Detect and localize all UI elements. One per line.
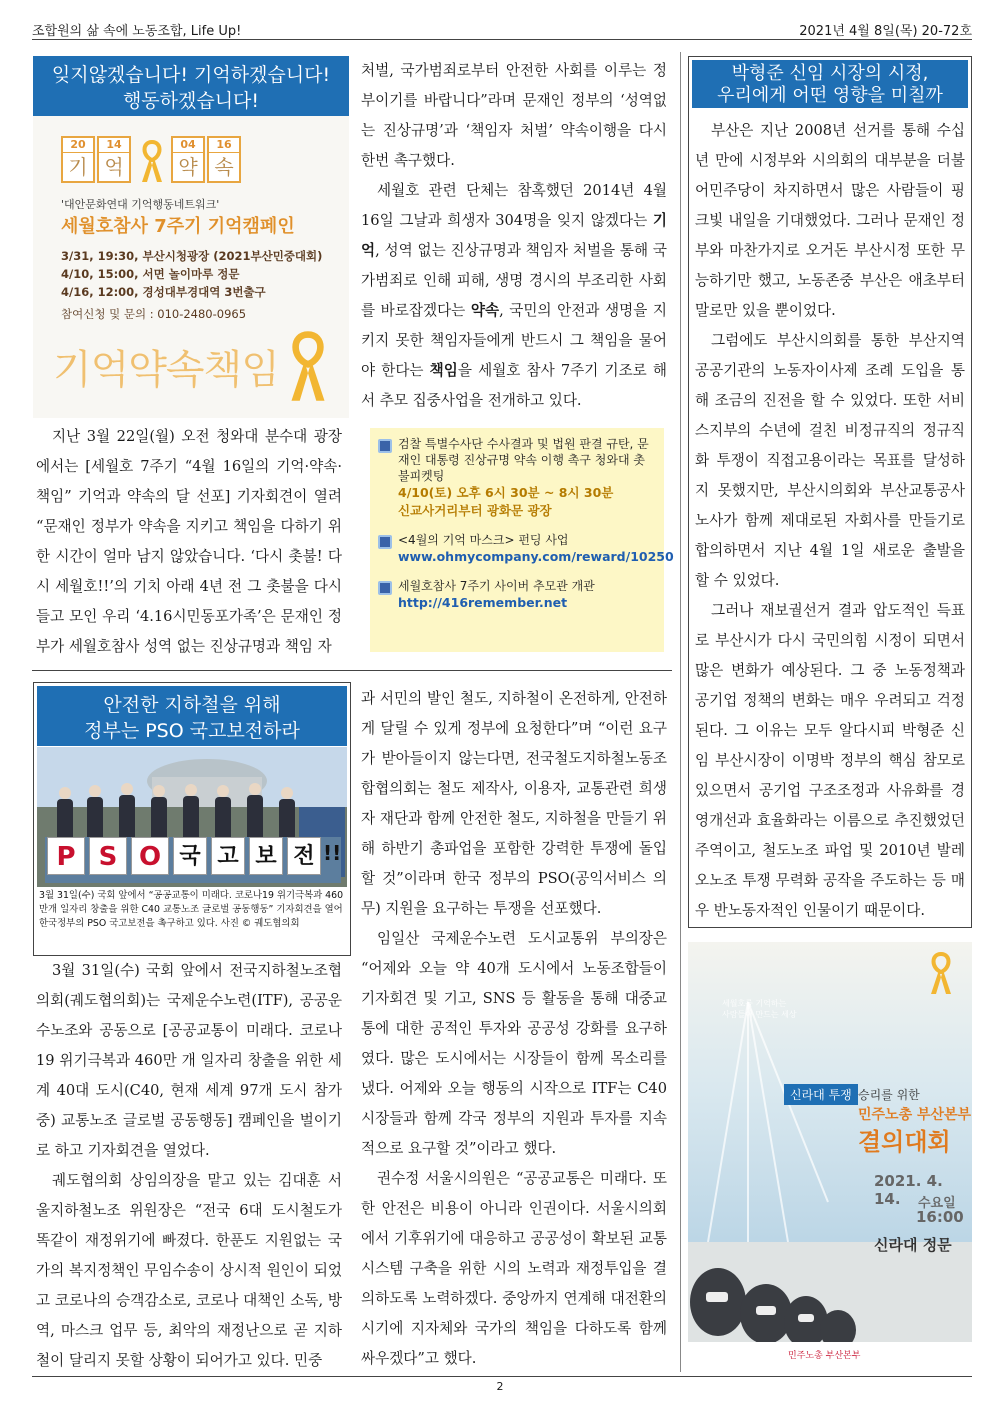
article2-title: 안전한 지하철을 위해 정부는 PSO 국고보전하라 <box>37 686 347 746</box>
info-item-mask-funding: <4월의 기억 마스크> 펀딩 사업 www.ohmycompany.com/reward/10250 <box>378 532 656 566</box>
column-divider <box>680 52 681 1372</box>
article3-paragraph: 그럼에도 부산시의회를 통한 부산지역 공공기관의 노동자이사제 조례 도입을 통해 조금의 진전을 할 수 있었다. 또한 서비스지부의 수년에 걸친 비정규직의 정규직화 투쟁이 직접고용이라는 목표를 달성하지 못했지만, 부산시의회와 부산교통공사 노사가 함께 제대로된 자회사를 만들기로 합의하면서 지난 4월 1일 새로운 출발을 할 수 있었다. <box>695 332 965 589</box>
article3-paragraph: 그러나 재보궐선거 결과 압도적인 득표로 부산시가 다시 국민의힘 시정이 되면서 많은 변화가 예상된다. 그 중 노동정책과 공기업 정책의 변화는 매우 우려되고 걱정된다. 그 이유는 모두 알다시피 박형준 신임 부산시장이 이명박 정부의 핵심 참모로 있으면서 공기업 구조조정과 사유화를 경영개선과 효율화라는 이름으로 추진했었던 주역이고, 철도노조 파업 및 2010년 발레오노조 투쟁 무력화 공작을 주도하는 등 매우 반노동자적인 인물이기 때문이다. <box>695 602 965 919</box>
bullet-icon <box>378 535 392 549</box>
info-item-memorial: 세월호참사 7주기 사이버 추모관 개관 http://416remember.net <box>378 578 656 612</box>
poster-tile: 16 속 <box>207 136 241 183</box>
section-divider <box>32 670 672 671</box>
event-info-box <box>370 428 674 652</box>
photo-caption: 3월 31일(수) 국회 앞에서 “공공교통이 미래다. 코로나19 위기극복과 460만개 일자리 창출을 위한 C40 교통노조 글로벌 공동행동” 기자회견을 열어 한국정부의 PSO 국고보전을 촉구하고 있다. 사진 © 궤도협의회 <box>39 890 344 929</box>
keyword-responsibility: 책임 <box>429 362 458 379</box>
pso-banner: P S O 국 고 보 전 !! <box>47 837 347 877</box>
yellow-ribbon-icon <box>137 138 167 184</box>
info-item-pickets: 검찰 특별수사단 수사결과 및 법원 판결 규탄, 문재인 대통령 진상규명 약속 이행 촉구 청와대 촛불피켓팅 4/10(토) 오후 6시 30분 ~ 8시 30분 신교사거리부터 광화문 광장 <box>378 436 656 520</box>
funding-link[interactable]: www.ohmycompany.com/reward/10250 <box>398 549 674 564</box>
article1-paragraph: 세월호 관련 단체는 참혹했던 2014년 4월 16일 그날과 희생자 304명을 잊지 않겠다는 기억, 성역 없는 진상규명과 책임자 처벌을 통해 국가범죄로 인해 피해, 생명 경시의 부조리한 사회를 바로잡겠다는 약속, 국민의 안전과 생명을 지키지 못한 책임자들에게 반드시 그 책임을 물어야 한다는 책임을 세월호 참사 7주기 기조로 해서 추모 집중사업을 전개하고 있다. <box>361 182 668 409</box>
page-number: 2 <box>496 1380 504 1393</box>
poster-time: 16:00 <box>916 1208 964 1226</box>
poster-tile: 20 기 <box>61 136 95 183</box>
poster-line1: 승리를 위한 <box>858 1088 920 1102</box>
keyword-promise: 약속 <box>470 302 500 319</box>
yellow-ribbon-icon <box>926 950 956 1000</box>
poster-tile: 14 억 <box>97 136 131 183</box>
page-header <box>32 18 972 40</box>
poster-organizer: '대안문화연대 기억행동네트워크' <box>61 198 220 211</box>
poster-tile: 04 약 <box>171 136 205 183</box>
poster-contact: 참여신청 및 문의 : 010-2480-0965 <box>61 307 247 321</box>
article2-column1 <box>36 956 342 1376</box>
article2-paragraph: 3월 31일(수) 국회 앞에서 전국지하철노조협의회(궤도협의회)는 국제운수노련(ITF), 공공운수노조와 공동으로 [공공교통이 미래다. 코로나19 위기극복과 460만 개 일자리 창출을 위한 세계 40대 도시(C40, 현재 세계 97개 도시 참가중) 교통노조 글로벌 공동행동] 캠페인을 벌이기로 하고 기자회견을 열었다. <box>36 962 342 1159</box>
poster-event: 4/16, 12:00, 경성대부경대역 3번출구 <box>61 285 266 299</box>
large-ribbon-icon <box>283 328 333 408</box>
poster-line2: 민주노총 부산본부 <box>858 1107 972 1123</box>
sewol-campaign-poster <box>33 116 349 418</box>
article1-title: 잊지않겠습니다! 기억하겠습니다! 행동하겠습니다! <box>33 56 349 116</box>
memorial-link[interactable]: http://416remember.net <box>398 595 568 610</box>
bullet-icon <box>378 439 392 453</box>
article3-title: 박형준 신임 시장의 시정, 우리에게 어떤 영향을 미칠까 <box>692 60 968 108</box>
rally-poster <box>688 942 972 1368</box>
event-location: 신교사거리부터 광화문 광장 <box>398 503 552 518</box>
article1-column1 <box>36 422 342 662</box>
article3-box <box>688 56 972 928</box>
bullet-icon <box>378 581 392 595</box>
poster-place: 신라대 정문 <box>874 1236 952 1254</box>
article2-paragraph: 권수정 서울시의원은 “공공교통은 미래다. 또한 안전은 비용이 아니라 인권이다. 서울시의회에서 기후위기에 대응하고 공공성이 확보된 교통시스템 구축을 위한 시의 노력과 재정투입을 결의하도록 노력하겠다. 중앙까지 연계해 대전환의 시기에 지자체와 국가의 책임을 다하도록 함께 싸우겠다”고 했다. <box>361 1170 667 1367</box>
poster-event: 3/31, 19:30, 부산시청광장 (2021부산민중대회) <box>61 249 323 263</box>
poster-tag: 신라대 투쟁 <box>784 1084 858 1105</box>
keyword-memory: 기억 <box>361 212 667 259</box>
article1-paragraph: 지난 3월 22일(월) 오전 청와대 분수대 광장에서는 [세월호 7주기 “4월 16일의 기억·약속·책임” 기억과 약속의 달 선포] 기자회견이 열려 “문재인 정부가 약속을 지키고 책임을 다하기 위한 시간이 얼마 남지 않았습니다. ‘다시 촛불! 다시 세월호!!’의 기치 아래 4년 전 그 촛불을 다시 들고 모인 우리 ‘4.16시민동포가족’은 문재인 정부가 세월호참사 성역 없는 진상규명과 책임 자 <box>36 428 342 655</box>
article2-paragraph: 과 서민의 발인 철도, 지하철이 온전하게, 안전하게 달릴 수 있게 정부에 요청한다”며 “이런 요구가 받아들이지 않는다면, 전국철도지하철노동조합협의회는 철도 제작사, 이용자, 교통관련 희생자 재단과 함께 안전한 철도, 지하철을 만들기 위해 하반기 총파업을 포함한 강력한 투쟁에 돌입할 것”이라며 한국 정부의 PSO(공익서비스 의무) 지원을 요구하는 투쟁을 선포했다. <box>361 690 667 917</box>
article2-column2 <box>361 684 667 1374</box>
article3-body <box>695 116 965 926</box>
poster-event: 4/10, 15:00, 서면 놀이마루 정문 <box>61 267 240 281</box>
article2-header-box <box>33 682 351 956</box>
article3-paragraph: 부산은 지난 2008년 선거를 통해 수십년 만에 시정부와 시의회의 대부분을 더불어민주당이 차지하면서 많은 사람들이 핑크빛 내일을 기대했었다. 그러나 문재인 정부와 마찬가지로 오거돈 부산시정 또한 무능하기만 했고, 노동존중 부산은 애초부터 말로만 있을 뿐이었다. <box>695 122 965 319</box>
issue-date: 2021년 4월 8일(목) 20-72호 <box>799 24 972 39</box>
article2-paragraph: 궤도협의회 상임의장을 맡고 있는 김대훈 서울지하철노조 위원장은 “전국 6대 도시철도가 똑같이 재정위기에 빠졌다. 한푼도 지원없는 국가의 복지정책인 무임수송이 상시적 원인이 되었고 코로나의 승객감소로, 코로나 대책인 소독, 방역, 마스크 업무 등, 최악의 재정난으로 곧 지하철이 달리지 못할 상황이 되어가고 있다. 민중 <box>36 1172 342 1369</box>
article1-column2 <box>361 56 667 416</box>
newsletter-slogan: 조합원의 삶 속에 노동조합, Life Up! <box>32 24 242 39</box>
footer-rule <box>32 1376 972 1377</box>
event-time: 4/10(토) 오후 6시 30분 ~ 8시 30분 <box>398 485 614 500</box>
poster-date: 2021. 4. 14. <box>874 1172 943 1208</box>
poster-headline: 결의대회 <box>858 1128 951 1156</box>
article1-paragraph: 처벌, 국가범죄로부터 안전한 사회를 이루는 정부이기를 바랍니다”라며 문재인 정부의 ‘성역없는 진상규명’과 ‘책임자 처벌’ 약속이행을 다시 한번 촉구했다. <box>361 62 667 169</box>
press-conference-photo <box>37 747 347 887</box>
poster-slogan: 기억약속책임 <box>53 347 279 393</box>
poster-campaign-title: 세월호참사 7주기 기억캠페인 <box>61 216 295 237</box>
poster-day: 수요일 <box>918 1196 956 1211</box>
article2-paragraph: 임일산 국제운수노련 도시교통위 부의장은 “어제와 오늘 약 40개 도시에서 노동조합들이 기자회견 및 기고, SNS 등 활동을 통해 대중교통에 대한 공적인 투자와 공공성 강화를 요구하였다. 많은 도시에서는 시장들이 함께 목소리를 냈다. 어제와 오늘 행동의 시작으로 ITF는 C40 시장들과 함께 각국 정부의 지원과 투자를 지속적으로 요구할 것”이라고 했다. <box>361 930 667 1157</box>
poster-footer-logo: 민주노총 부산본부 <box>788 1351 861 1361</box>
poster-small-text: 세월호를 기억하는 사람들이 만드는 세상 <box>722 999 797 1019</box>
